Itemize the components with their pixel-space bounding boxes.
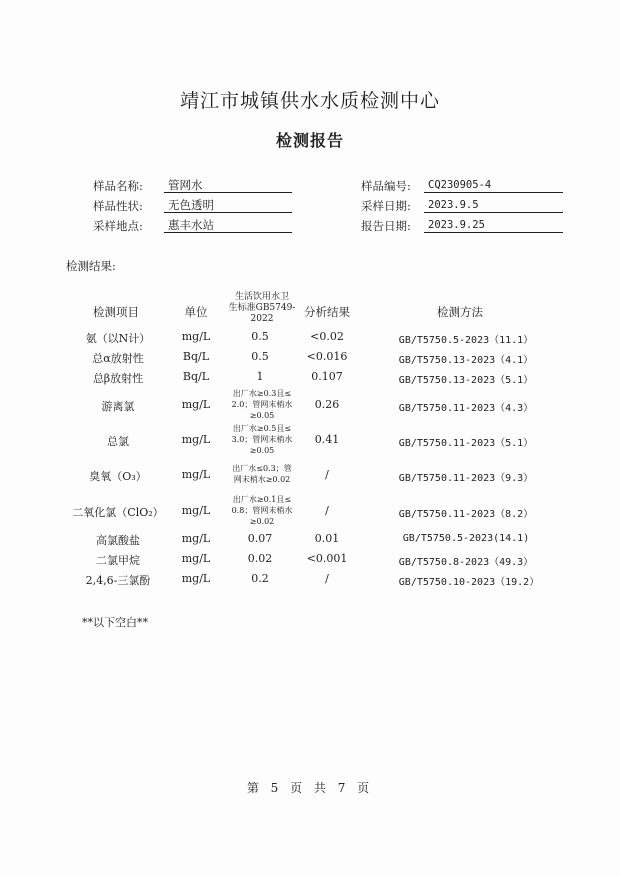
row-limit-line2: 网末梢水≥0.02: [233, 475, 291, 484]
report-date-value: 2023.9.25: [424, 218, 563, 233]
row-result: 0.26: [314, 398, 340, 411]
row-limit-line1: 出厂水≥0.1且≤: [232, 495, 292, 504]
row-limit-line1: 出厂水≤0.3；管: [232, 464, 292, 473]
row-unit: mg/L: [181, 572, 211, 585]
row-unit: mg/L: [181, 552, 211, 565]
row-unit: mg/L: [181, 398, 211, 411]
column-header-standard-line3: 2022: [250, 314, 274, 324]
row-item: 臭氧（O₃）: [89, 470, 147, 483]
row-method: GB/T5750.13-2023（5.1）: [398, 375, 534, 386]
row-limit-line1: 出厂水≥0.5且≤: [232, 424, 292, 433]
row-limit: 0.07: [247, 532, 273, 545]
column-header-standard-line1: 生活饮用水卫: [234, 292, 289, 302]
row-limit-line2: 0.8；管网末梢水: [231, 506, 293, 515]
column-header-result: 分析结果: [304, 305, 350, 319]
row-unit: mg/L: [181, 504, 211, 517]
sampling-location-value: 惠丰水站: [164, 218, 292, 233]
report-date-label: 报告日期:: [361, 219, 411, 233]
row-item: 总氯: [107, 435, 129, 448]
column-header-unit: 单位: [184, 305, 208, 319]
row-item: 氨（以N计）: [85, 332, 151, 345]
sampling-date-value: 2023.9.5: [424, 198, 563, 213]
column-header-standard: [222, 292, 302, 325]
row-limit: [224, 423, 300, 456]
row-result: /: [325, 572, 329, 585]
row-result: 0.01: [314, 532, 340, 545]
row-unit: Bq/L: [182, 370, 210, 383]
row-item: 高氯酸盐: [96, 534, 140, 547]
row-limit-line1: 出厂水≥0.3且≤: [232, 389, 292, 398]
row-method: GB/T5750.11-2023（9.3）: [398, 473, 534, 484]
row-result: <0.016: [306, 350, 348, 363]
row-unit: Bq/L: [182, 350, 210, 363]
row-limit: 1: [256, 370, 264, 383]
column-header-method: 检测方法: [437, 305, 483, 319]
row-limit: 0.5: [251, 350, 269, 363]
row-item: 2,4,6-三氯酚: [85, 574, 151, 587]
report-title: 检测报告: [275, 131, 344, 150]
row-result: /: [325, 468, 329, 481]
row-method: GB/T5750.11-2023（8.2）: [398, 509, 534, 520]
row-result: <0.001: [306, 552, 348, 565]
row-limit: 0.5: [251, 330, 269, 343]
row-limit-line2: 3.0；管网末梢水: [231, 435, 293, 444]
row-item: 游离氯: [101, 400, 135, 413]
sample-name-label: 样品名称:: [93, 179, 143, 193]
row-result: 0.41: [314, 433, 340, 446]
blank-marker: **以下空白**: [82, 616, 148, 629]
row-method: GB/T5750.13-2023（4.1）: [398, 355, 534, 366]
column-header-standard-line2: 生标准GB5749-: [228, 303, 296, 313]
sampling-location-label: 采样地点:: [93, 219, 143, 233]
row-result: <0.02: [310, 330, 344, 343]
column-header-item: 检测项目: [93, 305, 139, 319]
row-item: 二氯甲烷: [96, 554, 140, 567]
row-unit: mg/L: [181, 433, 211, 446]
row-result: /: [325, 504, 329, 517]
row-limit: 0.2: [251, 572, 269, 585]
results-section-label: 检测结果:: [66, 259, 116, 273]
row-limit: 0.02: [247, 552, 273, 565]
row-method: GB/T5750.5-2023（11.1）: [398, 335, 534, 346]
sample-nature-value: 无色透明: [164, 198, 292, 213]
sample-number-label: 样品编号:: [361, 179, 411, 193]
row-method: GB/T5750.10-2023（19.2）: [398, 577, 540, 588]
page-number: 第 5 页 共 7 页: [246, 781, 374, 795]
row-limit: [224, 494, 300, 527]
page-title: 靖江市城镇供水水质检测中心: [179, 90, 440, 112]
row-item: 二氧化氯（ClO₂）: [72, 506, 164, 519]
sample-number-value: CQ230905-4: [424, 178, 563, 193]
row-result: 0.107: [311, 370, 343, 383]
row-limit-line3: ≥0.05: [249, 411, 275, 420]
row-limit-line3: ≥0.05: [249, 446, 275, 455]
sample-nature-label: 样品性状:: [93, 199, 143, 213]
row-limit: [224, 388, 300, 421]
row-method: GB/T5750.11-2023（4.3）: [398, 403, 534, 414]
row-method: GB/T5750.5-2023(14.1): [402, 533, 530, 544]
row-unit: mg/L: [181, 330, 211, 343]
row-item: 总β放射性: [92, 372, 144, 385]
row-limit-line2: 2.0；管网末梢水: [231, 400, 293, 409]
row-method: GB/T5750.8-2023（49.3）: [398, 557, 534, 568]
sampling-date-label: 采样日期:: [361, 199, 411, 213]
row-limit-line3: ≥0.02: [249, 517, 275, 526]
row-method: GB/T5750.11-2023（5.1）: [398, 438, 534, 449]
row-item: 总α放射性: [92, 352, 144, 365]
row-unit: mg/L: [181, 468, 211, 481]
row-limit: [224, 463, 300, 485]
sample-name-value: 管网水: [164, 178, 292, 193]
row-unit: mg/L: [181, 532, 211, 545]
